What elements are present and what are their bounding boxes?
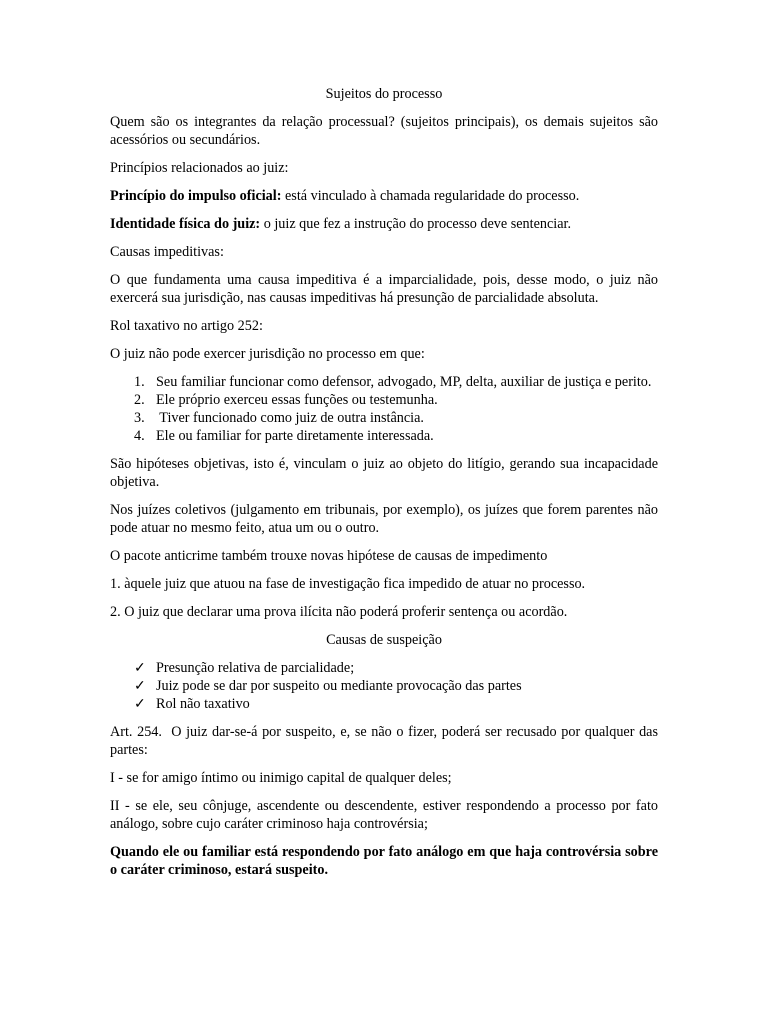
list-item-text: Seu familiar funcionar como defensor, advogado, MP, delta, auxiliar de justiça e perito. (156, 374, 652, 390)
checkmark-icon: ✓ (134, 660, 146, 676)
art-254-paragraph: Art. 254. O juiz dar-se-á por suspeito, e, se não o fizer, poderá ser recusado por qualquer das partes: (110, 724, 662, 758)
identidade-fisica-text: o juiz que fez a instrução do processo deve sentenciar. (260, 216, 571, 232)
juiz-nao-pode-paragraph: O juiz não pode exercer jurisdição no processo em que: (110, 346, 425, 362)
impedimentos-list (110, 373, 658, 445)
suspeicao-list (110, 659, 658, 713)
identidade-fisica-paragraph (110, 215, 658, 233)
list-item-number: 3. (134, 410, 145, 426)
list-item (110, 695, 658, 713)
principio-impulso-term: Princípio do impulso oficial: (110, 188, 282, 204)
intro-paragraph: Quem são os integrantes da relação processual? (sujeitos principais), os demais sujeitos são acessórios ou secundários. (110, 114, 658, 148)
principio-impulso-text: está vinculado à chamada regularidade do processo. (281, 188, 580, 204)
checkmark-icon: ✓ (134, 696, 146, 712)
list-item-number: 4. (134, 428, 145, 444)
list-item (110, 677, 658, 695)
list-item (110, 659, 658, 677)
list-item-number: 2. (134, 392, 145, 408)
pacote-anticrime-paragraph: O pacote anticrime também trouxe novas hipótese de causas de impedimento (110, 548, 548, 564)
list-item-text: Ele ou familiar for parte diretamente interessada. (156, 428, 434, 444)
conclusao-paragraph: Quando ele ou familiar está respondendo por fato análogo em que haja controvérsia sobre o caráter criminoso, estará suspeito. (110, 844, 658, 878)
rol-taxativo-paragraph: Rol taxativo no artigo 252: (110, 318, 263, 334)
list-item (110, 409, 658, 427)
anticrime-item-1: 1. àquele juiz que atuou na fase de investigação fica impedido de atuar no processo. (110, 576, 586, 592)
list-item-text: Rol não taxativo (156, 696, 250, 712)
page-title: Sujeitos do processo (325, 86, 443, 102)
principio-impulso-paragraph (110, 187, 658, 205)
list-item-text: Tiver funcionado como juiz de outra instância. (156, 410, 424, 426)
causas-impeditivas-heading: Causas impeditivas: (110, 244, 224, 260)
list-item (110, 427, 658, 445)
anticrime-item-2: 2. O juiz que declarar uma prova ilícita não poderá proferir sentença ou acordão. (110, 604, 568, 620)
list-item (110, 373, 658, 391)
inciso-ii-paragraph: II - se ele, seu cônjuge, ascendente ou descendente, estiver respondendo a processo por fato análogo, sobre cujo caráter criminoso haja controvérsia; (110, 798, 658, 832)
suspeicao-heading: Causas de suspeição (326, 632, 442, 648)
list-item (110, 391, 658, 409)
list-item-number: 1. (134, 374, 145, 390)
inciso-i-paragraph: I - se for amigo íntimo ou inimigo capital de qualquer deles; (110, 770, 452, 786)
list-item-text: Juiz pode se dar por suspeito ou mediante provocação das partes (156, 678, 522, 694)
identidade-fisica-term: Identidade física do juiz: (110, 216, 261, 232)
list-item-text: Presunção relativa de parcialidade; (156, 660, 355, 676)
principios-heading: Princípios relacionados ao juiz: (110, 160, 289, 176)
causas-impeditivas-paragraph: O que fundamenta uma causa impeditiva é a imparcialidade, pois, desse modo, o juiz não exercerá sua jurisdição, nas causas impeditivas há presunção de parcialidade absoluta. (110, 272, 658, 306)
document-body (110, 85, 662, 889)
juizes-coletivos-paragraph: Nos juízes coletivos (julgamento em tribunais, por exemplo), os juízes que forem parentes não pode atuar no mesmo feito, atua um ou o outro. (110, 502, 658, 536)
hipoteses-objetivas-paragraph: São hipóteses objetivas, isto é, vinculam o juiz ao objeto do litígio, gerando sua incapacidade objetiva. (110, 456, 658, 490)
checkmark-icon: ✓ (134, 678, 146, 694)
list-item-text: Ele próprio exerceu essas funções ou testemunha. (156, 392, 438, 408)
